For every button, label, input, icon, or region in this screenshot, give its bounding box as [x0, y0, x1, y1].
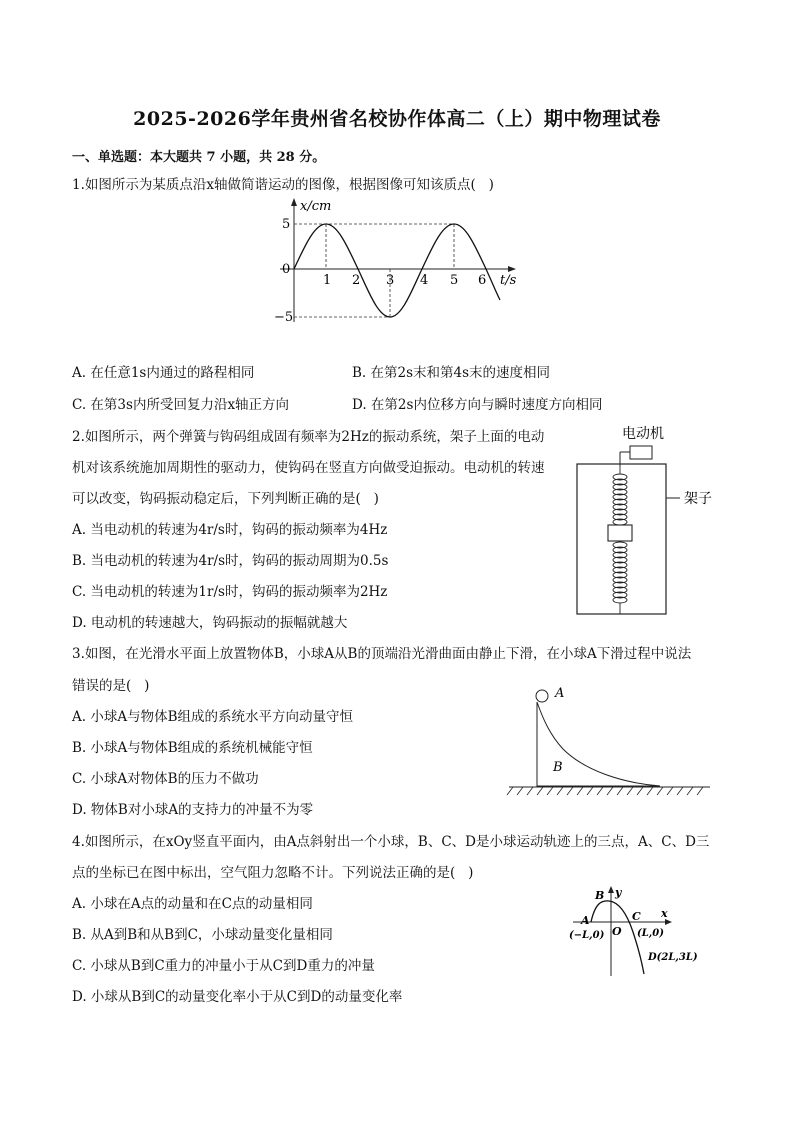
q1-xtick-2: 2: [352, 273, 361, 288]
q1-option-a: A. 在任意1s内通过的路程相同: [72, 365, 255, 381]
q3-option-a: A. 小球A与物体B组成的系统水平方向动量守恒: [72, 709, 354, 725]
q4-point-a: A: [581, 914, 590, 927]
q2-stem-line-1: 2.如图所示，两个弹簧与钩码组成固有频率为2Hz的振动系统，架子上面的电动: [72, 429, 545, 445]
q2-weight: [608, 525, 632, 541]
q1-sine-curve: [294, 224, 500, 317]
q4-point-c: C: [632, 910, 641, 923]
section-header: 一、单选题：本大题共 7 小题，共 28 分。: [72, 150, 326, 165]
q3-block-label: B: [553, 760, 563, 775]
q1-ytick-5: 5: [282, 217, 291, 232]
q3-ball: [536, 690, 548, 702]
q2-option-d: D. 电动机的转速越大，钩码振动的振幅就越大: [72, 615, 348, 631]
q4-a-coord: (−L,0): [569, 930, 605, 941]
q4-x-label: x: [661, 907, 668, 920]
q1-option-b: B. 在第2s末和第4s末的速度相同: [352, 365, 551, 381]
q1-option-d: D. 在第2s内位移方向与瞬时速度方向相同: [352, 397, 603, 413]
q2-option-b: B. 当电动机的转速为4r/s时，钩码的振动周期为0.5s: [72, 553, 389, 569]
q1-option-c: C. 在第3s内所受回复力沿x轴正方向: [72, 397, 290, 413]
q1-origin: 0: [282, 262, 291, 277]
q3-option-b: B. 小球A与物体B组成的系统机械能守恒: [72, 740, 313, 756]
q2-option-a: A. 当电动机的转速为4r/s时，钩码的振动频率为4Hz: [72, 522, 388, 538]
q4-option-a: A. 小球在A点的动量和在C点的动量相同: [72, 896, 313, 912]
q4-stem-line-2: 点的坐标已在图中标出，空气阻力忽略不计。下列说法正确的是( ): [72, 865, 474, 881]
q4-stem-line-1: 4.如图所示，在xOy竖直平面内，由A点斜射出一个小球，B、C、D是小球运动轨迹上的三点，A、C、D三: [72, 834, 710, 850]
q1-xtick-5: 5: [450, 273, 459, 288]
q4-option-b: B. 从A到B和从B到C，小球动量变化量相同: [72, 927, 333, 943]
q1-xtick-6: 6: [478, 273, 487, 288]
q3-slope-figure: [505, 683, 715, 798]
q3-option-d: D. 物体B对小球A的支持力的冲量不为零: [72, 802, 314, 818]
q1-x-label: t/s: [500, 273, 517, 288]
q2-motor-label: 电动机: [622, 426, 664, 442]
q1-xtick-3: 3: [386, 273, 395, 288]
q2-stem-line-2: 机对该系统施加周期性的驱动力，使钩码在竖直方向做受迫振动。电动机的转速: [72, 460, 545, 476]
q2-spring-figure: [572, 424, 732, 618]
q4-trajectory-figure: [565, 880, 715, 980]
q2-stem-line-3: 可以改变，钩码振动稳定后，下列判断正确的是( ): [72, 491, 379, 507]
q3-stem-line-1: 3.如图，在光滑水平面上放置物体B，小球A从B的顶端沿光滑曲面由静止下滑，在小球A下滑过程中说法: [72, 646, 692, 662]
q4-option-c: C. 小球从B到C重力的冲量小于从C到D重力的冲量: [72, 958, 375, 974]
q1-y-label: x/cm: [300, 199, 332, 214]
q4-origin: O: [612, 925, 622, 938]
q4-c-coord: (L,0): [637, 928, 664, 939]
q4-point-b: B: [595, 889, 605, 902]
q2-option-c: C. 当电动机的转速为1r/s时，钩码的振动频率为2Hz: [72, 584, 388, 600]
q2-motor: [630, 446, 652, 459]
q3-option-c: C. 小球A对物体B的压力不做功: [72, 771, 259, 787]
q3-stem-line-2: 错误的是( ): [72, 678, 150, 694]
q1-xtick-4: 4: [420, 273, 429, 288]
q1-stem: 1.如图所示为某质点沿x轴做简谐运动的图像，根据图像可知该质点( ): [72, 177, 494, 193]
q1-ytick-neg5: −5: [274, 310, 294, 325]
q4-y-label: y: [615, 886, 622, 899]
q1-xtick-1: 1: [323, 273, 332, 288]
q3-ball-label: A: [555, 686, 565, 701]
q2-upper-spring: [613, 466, 627, 525]
page-title: 2025-2026学年贵州省名校协作体高二（上）期中物理试卷: [133, 108, 661, 130]
q1-sine-graph: [260, 196, 530, 336]
q4-d-label: D(2L,3L): [648, 952, 698, 963]
q2-frame-label: 架子: [684, 491, 712, 507]
q2-lower-spring: [613, 542, 627, 614]
q4-option-d: D. 小球从B到C的动量变化率小于从C到D的动量变化率: [72, 989, 403, 1005]
